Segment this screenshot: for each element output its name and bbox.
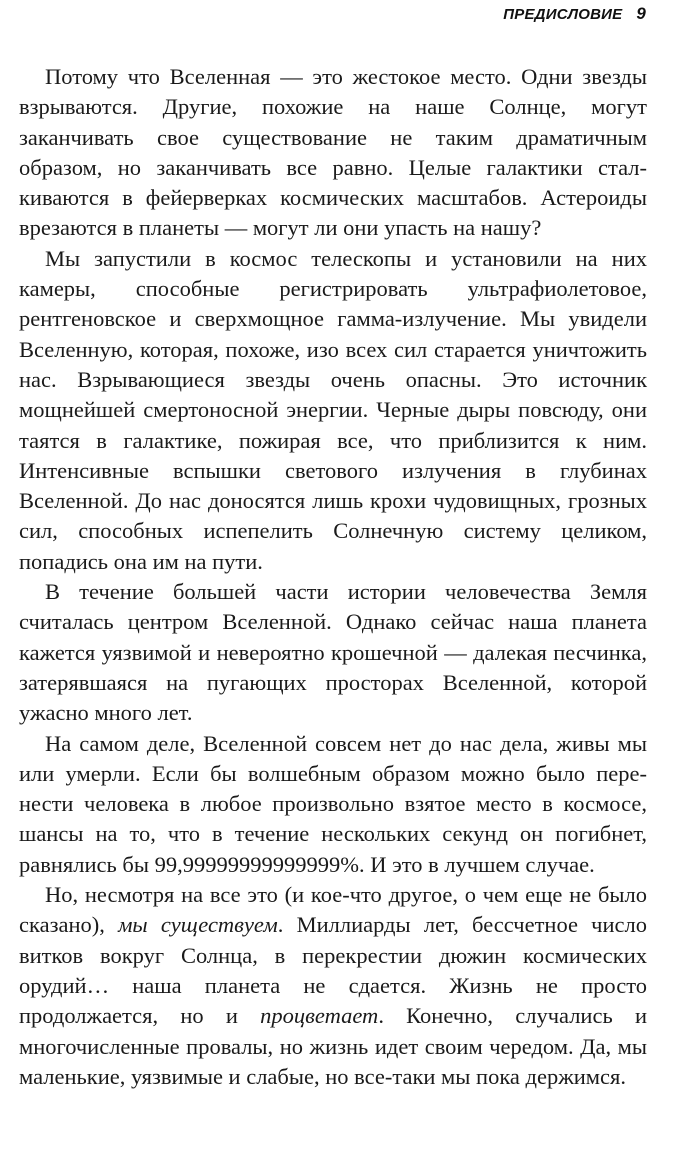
- paragraph-5-part-1: Но, несмотря на все это (и кое-что другое, о чем еще не было сказано),: [19, 882, 647, 938]
- paragraph-1: Потому что Вселенная — это жестокое место. Одни звезды взрываются. Другие, похожие на наше Солнце, могут заканчивать свое существование не таким драматичным образом, но заканчивать все равно. Целые галактики сталкиваются в фейерверках космических масштабов. Астероиды врезаются в планеты — могут ли они упасть на нашу?: [19, 64, 647, 241]
- paragraph-3: В течение большей части истории человечества Земля считалась центром Вселенной. Однако сейчас наша планета кажется уязвимой и невероятно крошечной — далекая песчинка, затерявшаяся на пугающих просторах Вселенной, которой ужасно много лет.: [19, 579, 647, 726]
- section-title: ПРЕДИСЛОВИЕ: [503, 6, 623, 23]
- paragraph-2: Мы запустили в космос телескопы и установили на них камеры, способные регистрировать ультрафиолетовое, рентгеновское и сверхмощное гамма-излучение. Мы увидели Вселенную, которая, похоже, изо всех сил старается уничтожить нас. Взрывающиеся звезды очень опасны. Это источник мощнейшей смертоносной энергии. Черные дыры повсюду, они таятся в галактике, пожирая все, что приблизится к ним. Интенсивные вспышки светового излучения в глубинах Вселенной. До нас доносятся лишь крохи чудовищных, грозных сил, способных испепелить Солнечную систему целиком, попадись она им на пути.: [19, 245, 647, 574]
- paragraph-4: На самом деле, Вселенной совсем нет до нас дела, живы мы или умерли. Если бы волшебным образом можно было перенести человека в любое произвольно взятое место в космосе, шансы на то, что в течение нескольких секунд он погибнет, равнялись бы 99,99999999999999%. И это в лучшем случае.: [19, 730, 647, 877]
- paragraph-5: [19, 880, 647, 1092]
- paragraph-5-part-2: . Миллиарды лет, бессчетное число витков вокруг Солнца, в перекрестии дюжин космических орудий… наша планета не сдается. Жизнь не просто продолжается, но и: [19, 912, 647, 1029]
- running-header: [503, 4, 646, 24]
- page-number: 9: [636, 4, 646, 23]
- emphasis-we-exist: мы существуем: [118, 912, 278, 938]
- body-text: [19, 62, 647, 1092]
- emphasis-thrives: процветает: [260, 1003, 379, 1029]
- paragraph-5-part-3: . Конечно, случались и многочисленные провалы, но жизнь идет своим чередом. Да, мы маленькие, уязвимые и слабые, но все-таки мы пока держимся.: [19, 1003, 647, 1089]
